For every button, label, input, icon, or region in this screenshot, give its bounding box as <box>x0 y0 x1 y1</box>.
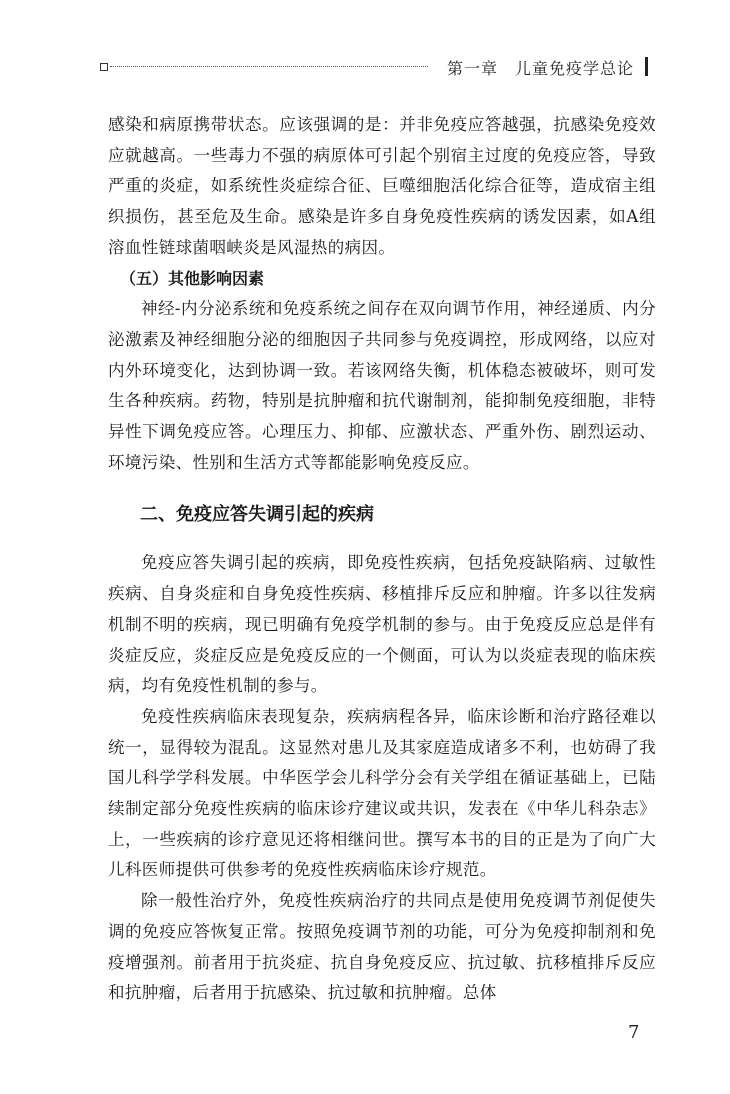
header-bar <box>645 57 648 76</box>
running-header <box>100 56 648 82</box>
header-square-marker <box>100 63 108 71</box>
paragraph-5: 除一般性治疗外，免疫性疾病治疗的共同点是使用免疫调节剂促使失调的免疫应答恢复正常。按照免疫调节剂的功能，可分为免疫抑制剂和免疫增强剂。前者用于抗炎症、抗自身免疫反应、抗过敏、抗移植排斥反应和抗肿瘤，后者用于抗感染、抗过敏和抗肿瘤。总体 <box>108 891 656 1003</box>
paragraph-4: 免疫性疾病临床表现复杂，疾病病程各异，临床诊断和治疗路径难以统一，显得较为混乱。这显然对患儿及其家庭造成诸多不利，也妨碍了我国儿科学学科发展。中华医学会儿科学分会有关学组在循证基础上，已陆续制定部分免疫性疾病的临床诊疗建议或共识，发表在《中华儿科杂志》上，一些疾病的诊疗意见还将相继问世。撰写本书的目的正是为了向广大儿科医师提供可供参考的免疫性疾病临床诊疗规范。 <box>108 706 656 880</box>
chapter-title: 第一章 儿童免疫学总论 <box>446 59 634 78</box>
paragraph-2: 神经-内分泌系统和免疫系统之间存在双向调节作用，神经递质、内分泌激素及神经细胞分泌的细胞因子共同参与免疫调控，形成网络，以应对内外环境变化，达到协调一致。若该网络失衡，机体稳态被破坏，则可发生各种疾病。药物，特别是抗肿瘤和抗代谢制剂，能抑制免疫细胞，非特异性下调免疫应答。心理压力、抑郁、应激状态、严重外伤、剧烈运动、环境污染、性别和生活方式等都能影响免疫反应。 <box>108 299 656 472</box>
header-dotted-rule <box>110 66 428 67</box>
section-heading: 二、免疫应答失调引起的疾病 <box>140 504 374 526</box>
paragraph-3: 免疫应答失调引起的疾病，即免疫性疾病，包括免疫缺陷病、过敏性疾病、自身炎症和自身免疫性疾病、移植排斥反应和肿瘤。许多以往发病机制不明的疾病，现已明确有免疫学机制的参与。由于免疫反应总是伴有炎症反应，炎症反应是免疫反应的一个侧面，可认为以炎症表现的临床疾病，均有免疫性机制的参与。 <box>108 553 656 696</box>
paragraph-1: 感染和病原携带状态。应该强调的是：并非免疫应答越强，抗感染免疫效应就越高。一些毒力不强的病原体可引起个别宿主过度的免疫应答，导致严重的炎症，如系统性炎症综合征、巨噬细胞活化综合征等，造成宿主组织损伤，甚至危及生命。感染是许多自身免疫性疾病的诱发因素，如A组溶血性链球菌咽峡炎是风湿热的病因。 <box>108 115 656 257</box>
page-body <box>108 110 656 1009</box>
page-number: 7 <box>628 1022 640 1043</box>
subheading-other-factors: （五）其他影响因素 <box>120 268 265 288</box>
